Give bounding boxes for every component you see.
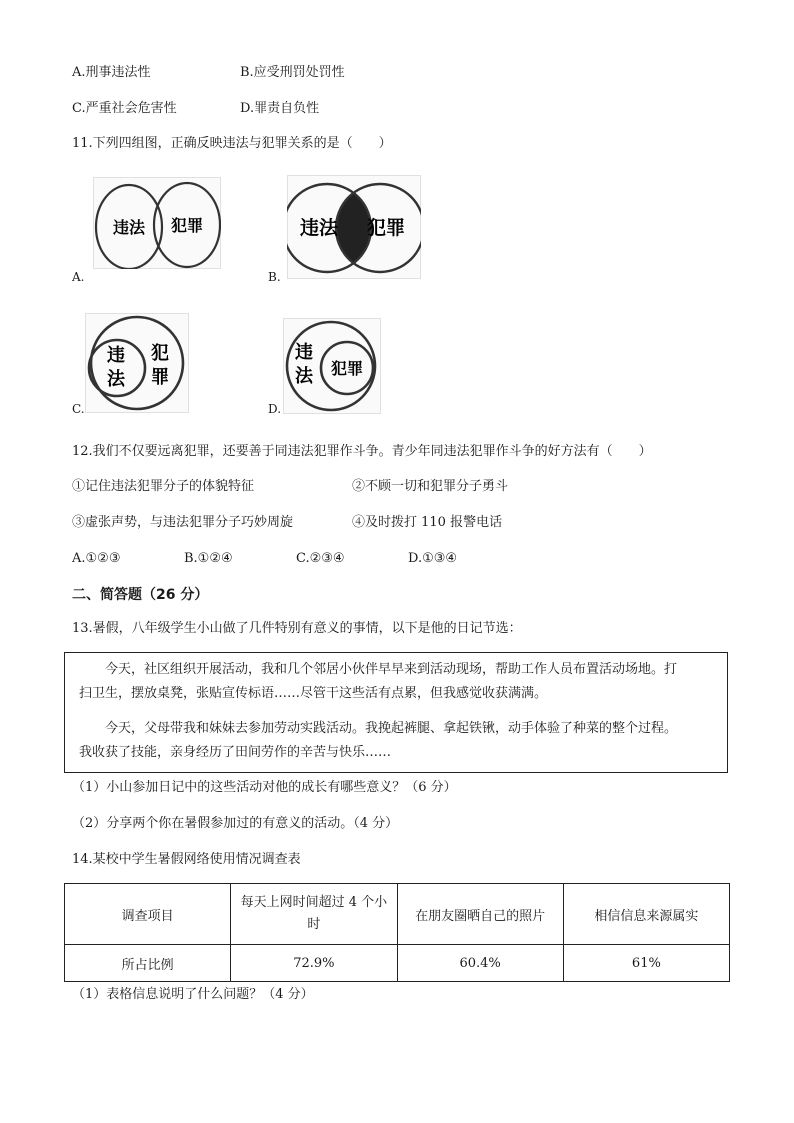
venn-figure-d bbox=[283, 318, 381, 414]
table-cell: 72.9% bbox=[231, 945, 397, 982]
q13-stem: 13.暑假，八年级学生小山做了几件特别有意义的事情，以下是他的日记节选： bbox=[72, 621, 522, 636]
q12-option-c: C.②③④ bbox=[296, 551, 345, 566]
survey-table bbox=[64, 883, 730, 982]
diary-excerpt-box bbox=[64, 652, 728, 773]
venn-a-right-label: 犯罪 bbox=[170, 216, 204, 235]
section-2-title: 二、简答题（26 分） bbox=[72, 587, 209, 603]
table-header-cell: 相信信息来源属实 bbox=[563, 884, 729, 945]
venn-b-option-label: B. bbox=[268, 270, 281, 284]
diary-p1-line2: 扫卫生，摆放桌凳，张贴宣传标语……尽管干这些活有点累，但我感觉收获满满。 bbox=[79, 686, 548, 701]
venn-figure-a bbox=[93, 177, 221, 269]
table-cell: 61% bbox=[563, 945, 729, 982]
venn-a-left-label: 违法 bbox=[112, 218, 146, 237]
diary-p2-line1: 今天，父母带我和妹妹去参加劳动实践活动。我挽起裤腿、拿起铁锹，动手体验了种菜的整个过程。 bbox=[105, 721, 678, 736]
venn-figure-c bbox=[85, 313, 189, 413]
q12-option-a: A.①②③ bbox=[72, 551, 121, 566]
q12-option-d: D.①③④ bbox=[408, 551, 458, 566]
venn-c-inner-top: 违 bbox=[107, 345, 125, 366]
q12-item-1: ①记住违法犯罪分子的体貌特征 bbox=[72, 479, 255, 494]
q11-stem: 11.下列四组图，正确反映违法与犯罪关系的是（ ） bbox=[72, 136, 392, 151]
venn-d-outer-bottom: 法 bbox=[295, 366, 313, 387]
venn-figure-b bbox=[287, 175, 421, 279]
q13-sub-question-2: （2）分享两个你在暑假参加过的有意义的活动。（4 分） bbox=[72, 816, 399, 831]
venn-d-option-label: D. bbox=[268, 402, 282, 416]
table-header-cell: 在朋友圈晒自己的照片 bbox=[397, 884, 563, 945]
venn-c-outer-top: 犯 bbox=[151, 343, 169, 364]
venn-b-right-label: 犯罪 bbox=[366, 217, 406, 239]
venn-c-inner-bottom: 法 bbox=[107, 369, 125, 390]
q14-sub-question-1: （1）表格信息说明了什么问题？（4 分） bbox=[72, 987, 314, 1002]
q10-option-a: A.刑事违法性 bbox=[72, 65, 151, 80]
q10-option-b: B.应受刑罚处罚性 bbox=[240, 65, 345, 80]
table-row-label: 所占比例 bbox=[65, 945, 231, 982]
venn-c-outer-bottom: 罪 bbox=[151, 367, 169, 388]
table-row bbox=[65, 945, 730, 982]
table-header-cell: 调查项目 bbox=[65, 884, 231, 945]
venn-b-left-label: 违法 bbox=[299, 217, 339, 239]
table-cell: 60.4% bbox=[397, 945, 563, 982]
q10-option-c: C.严重社会危害性 bbox=[72, 101, 177, 116]
venn-c-option-label: C. bbox=[72, 402, 85, 416]
q12-item-3: ③虚张声势，与违法犯罪分子巧妙周旋 bbox=[72, 515, 294, 530]
q12-item-2: ②不顾一切和犯罪分子勇斗 bbox=[352, 479, 509, 494]
q10-option-d: D.罪责自负性 bbox=[240, 101, 320, 116]
q12-option-b: B.①②④ bbox=[184, 551, 233, 566]
q12-item-4: ④及时拨打 110 报警电话 bbox=[352, 515, 503, 530]
diary-p2-line2: 我收获了技能，亲身经历了田间劳作的辛苦与快乐…… bbox=[79, 745, 392, 760]
venn-a-option-label: A. bbox=[72, 270, 85, 284]
q12-stem: 12.我们不仅要远离犯罪，还要善于同违法犯罪作斗争。青少年同违法犯罪作斗争的好方法有（ ） bbox=[72, 444, 652, 459]
q13-sub-question-1: （1）小山参加日记中的这些活动对他的成长有哪些意义？（6 分） bbox=[72, 780, 457, 795]
table-header-cell: 每天上网时间超过 4 个小时 bbox=[231, 884, 397, 945]
diary-p1-line1: 今天，社区组织开展活动，我和几个邻居小伙伴早早来到活动现场，帮助工作人员布置活动场地。打 bbox=[105, 662, 678, 677]
q14-stem: 14.某校中学生暑假网络使用情况调查表 bbox=[72, 852, 301, 867]
venn-d-outer-top: 违 bbox=[295, 342, 313, 363]
venn-d-inner-label: 犯罪 bbox=[330, 359, 364, 378]
table-header-row bbox=[65, 884, 730, 945]
